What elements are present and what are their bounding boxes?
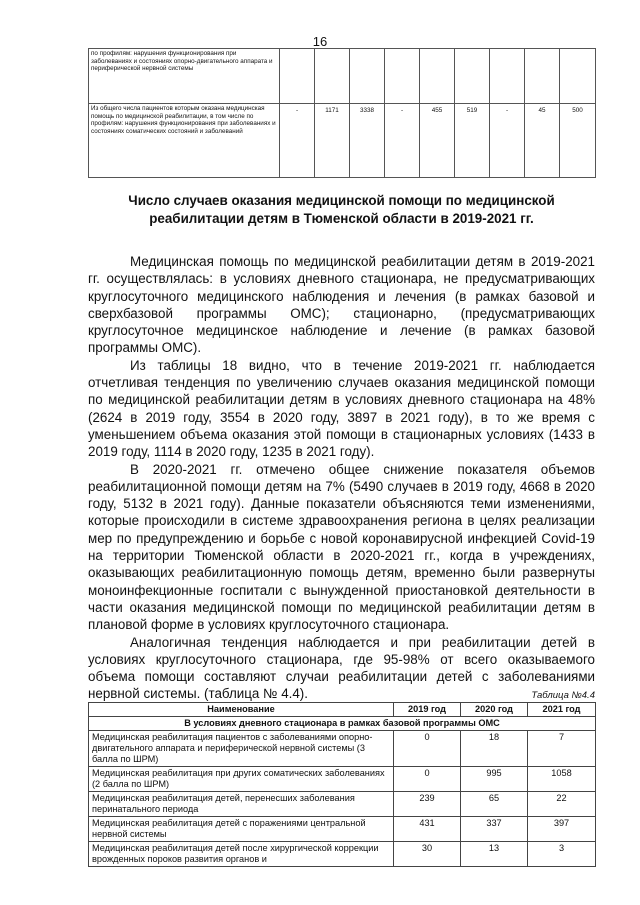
- value-2020: 18: [461, 731, 528, 767]
- column-header: 2020 год: [461, 703, 528, 717]
- value-2021: 7: [528, 731, 596, 767]
- cell: [525, 49, 560, 104]
- column-header: 2021 год: [528, 703, 596, 717]
- table-row: [89, 49, 596, 104]
- paragraph: В 2020-2021 гг. отмечено общее снижение показателя объемов реабилитационной помощи детям на 7% (5490 случаев в 2019 году, 4668 в 2020 году, 5132 в 2021 году). Данные показатели объясняются теми изменениями, которые происходили в системе здравоохранения региона в целях реализации мер по предупреждению и борьбе с новой коронавирусной инфекцией Covid-19 на территории Тюменской области в 2020-2021 гг., когда в учреждениях, оказывающих реабилитационную помощь детям, временно были развернуты моноинфекционные госпитали с вынужденной приостановкой деятельности в части оказания медицинской помощи по медицинской реабилитации детям в плановой форме в условиях круглосуточного стационара.: [88, 461, 595, 633]
- row-name: Медицинская реабилитация детей после хирургической коррекции врожденных пороков развития органов и: [89, 842, 394, 867]
- cell: -: [385, 104, 420, 178]
- cell: 45: [525, 104, 560, 178]
- value-2020: 995: [461, 767, 528, 792]
- paragraph: Медицинская помощь по медицинской реабилитации детям в 2019-2021 гг. осуществлялась: в условиях дневного стационара, не предусматривающих круглосуточного медицинского наблюдения и лечения (в рамках базовой и сверхбазовой программы ОМС); стационарно, (предусматривающих круглосуточное медицинское наблюдение и лечение (в рамках базовой программы ОМС).: [88, 254, 595, 356]
- cell: -: [490, 104, 525, 178]
- value-2021: 3: [528, 842, 596, 867]
- cell: [490, 49, 525, 104]
- cell: 500: [560, 104, 596, 178]
- paragraph: Аналогичная тенденция наблюдается и при реабилитации детей в условиях круглосуточного стационара, где 95-98% от всего оказываемого объема помощи составляют случаи реабилитации детей с заболеваниями нервной системы. (таблица № 4.4).: [88, 634, 595, 702]
- value-2020: 13: [461, 842, 528, 867]
- cell: [280, 49, 315, 104]
- column-header: Наименование: [89, 703, 394, 717]
- cell: [560, 49, 596, 104]
- value-2019: 431: [394, 817, 461, 842]
- row-label: Из общего числа пациентов которым оказана медицинская помощь по медицинской реабилитации, в том числе по профилям: нарушения функционирования при заболеваниях и состояниях соматических состояний и заболеваний: [89, 104, 280, 178]
- section-title: В условиях дневного стационара в рамках базовой программы ОМС: [89, 717, 596, 731]
- table-row: [89, 817, 596, 842]
- cell: [455, 49, 490, 104]
- section-heading: Число случаев оказания медицинской помощи по медицинской реабилитации детям в Тюменской области в 2019-2021 гг.: [128, 193, 555, 226]
- row-name: Медицинская реабилитация пациентов с заболеваниями опорно-двигательного аппарата и периферической нервной системы (3 балла по ШРМ): [89, 731, 394, 767]
- table-section-row: [89, 717, 596, 731]
- row-label: по профилям: нарушения функционирования при заболеваниях и состояниях опорно-двигательного аппарата и периферической нервной системы: [89, 49, 280, 104]
- paragraph: Из таблицы 18 видно, что в течение 2019-2021 гг. наблюдается отчетливая тенденция по увеличению случаев оказания медицинской помощи по медицинской реабилитации детям в условиях дневного стационара на 48% (2624 в 2019 году, 3554 в 2020 году, 3897 в 2021 году), в то же время с уменьшением объема оказания этой помощи в стационарных условиях (1433 в 2019 году, 1114 в 2020 году, 1235 в 2021 году).: [88, 357, 595, 460]
- cell: [350, 49, 385, 104]
- table-row: [89, 104, 596, 178]
- row-name: Медицинская реабилитация детей, перенесших заболевания перинатального периода: [89, 792, 394, 817]
- row-name: Медицинская реабилитация при других соматических заболеваниях (2 балла по ШРМ): [89, 767, 394, 792]
- body-text: [88, 253, 595, 703]
- value-2020: 65: [461, 792, 528, 817]
- column-header: 2019 год: [394, 703, 461, 717]
- value-2020: 337: [461, 817, 528, 842]
- value-2019: 0: [394, 767, 461, 792]
- cell: [420, 49, 455, 104]
- table-row: [89, 842, 596, 867]
- table-row: [89, 767, 596, 792]
- table-header-row: [89, 703, 596, 717]
- cell: -: [280, 104, 315, 178]
- rehab-table: [88, 702, 596, 867]
- value-2019: 30: [394, 842, 461, 867]
- table-caption: Таблица №4.4: [531, 690, 595, 701]
- row-name: Медицинская реабилитация детей с поражениями центральной нервной системы: [89, 817, 394, 842]
- value-2019: 239: [394, 792, 461, 817]
- cell: 455: [420, 104, 455, 178]
- table-row: [89, 731, 596, 767]
- value-2021: 397: [528, 817, 596, 842]
- cell: 3338: [350, 104, 385, 178]
- cell: [315, 49, 350, 104]
- continued-table: [88, 48, 596, 178]
- page-number: 16: [312, 34, 328, 49]
- cell: [385, 49, 420, 104]
- cell: 1171: [315, 104, 350, 178]
- value-2021: 1058: [528, 767, 596, 792]
- cell: 519: [455, 104, 490, 178]
- value-2019: 0: [394, 731, 461, 767]
- table-row: [89, 792, 596, 817]
- value-2021: 22: [528, 792, 596, 817]
